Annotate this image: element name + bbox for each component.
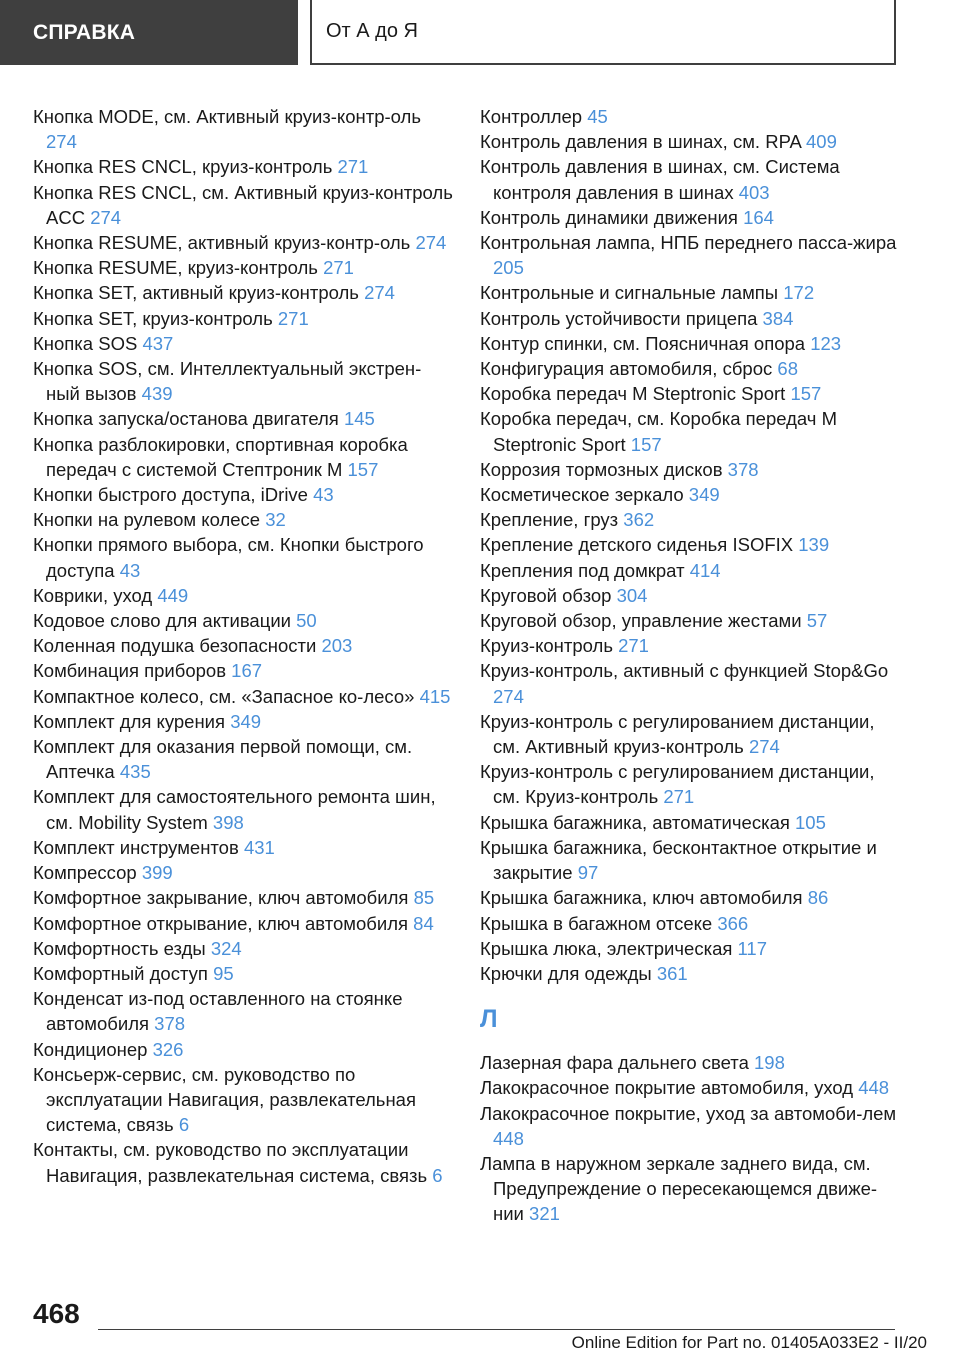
index-entry-text: Коробка передач, см. Коробка передач M Steptronic Sport — [480, 408, 838, 455]
page-reference-link[interactable]: 398 — [212, 811, 244, 833]
page-reference-link[interactable]: 274 — [493, 685, 524, 707]
index-entry — [480, 911, 900, 936]
page-reference-link[interactable]: 203 — [321, 635, 353, 657]
page-reference-link[interactable]: 68 — [777, 358, 798, 380]
index-entry — [33, 507, 453, 532]
page-header — [0, 0, 896, 65]
page-reference-link[interactable]: 399 — [141, 862, 173, 884]
index-entry — [33, 306, 453, 331]
page-reference-link[interactable]: 448 — [858, 1077, 890, 1099]
index-entry — [33, 911, 453, 936]
index-entry-text: Комфортность езды — [33, 937, 206, 959]
index-entry-text: Крепление, груз — [480, 509, 619, 531]
index-entry-text: Кнопка SET, активный круиз-контроль — [33, 282, 359, 304]
index-entry-text: Кнопка RES CNCL, круиз-контроль — [33, 156, 333, 178]
page-reference-link[interactable]: 378 — [154, 1013, 186, 1035]
index-entry — [480, 406, 900, 456]
index-entry-text: Кодовое слово для активации — [33, 610, 291, 632]
index-entry — [480, 608, 900, 633]
page-reference-link[interactable]: 43 — [119, 559, 141, 581]
index-entry-text: Круиз-контроль с регулированием дистанции, см. Круиз-контроль — [480, 761, 875, 808]
page-reference-link[interactable]: 321 — [529, 1203, 560, 1225]
page-reference-link[interactable]: 437 — [142, 332, 174, 354]
index-entry-text: Кнопка разблокировки, спортивная коробка передач с системой Стептроник M — [33, 433, 408, 480]
index-entry — [480, 129, 900, 154]
index-entry — [33, 608, 453, 633]
index-entry-text: Круговой обзор — [480, 584, 612, 606]
page-reference-link[interactable]: 403 — [738, 181, 770, 203]
index-entry-text: Контрольные и сигнальные лампы — [480, 282, 779, 304]
index-entry-text: Кнопки прямого выбора, см. Кнопки быстрого доступа — [33, 534, 424, 581]
index-entry-text: Комплект для оказания первой помощи, см. Аптечка — [33, 736, 413, 783]
index-entry-text: Комплект инструментов — [33, 836, 239, 858]
index-entry — [480, 709, 900, 759]
index-entry — [480, 1050, 900, 1075]
index-entry-text: Комбинация приборов — [33, 660, 227, 682]
index-entry — [480, 885, 900, 910]
page-reference-link[interactable]: 43 — [313, 484, 334, 506]
index-entry-text: Коррозия тормозных дисков — [480, 458, 723, 480]
index-entry — [33, 482, 453, 507]
index-entry-text: Консьерж-сервис, см. руководство по эксплуатации Навигация, развлекательная система, связь — [33, 1063, 416, 1136]
index-entry-text: Контроль давления в шинах, см. Система контроля давления в шинах — [480, 156, 840, 203]
index-entry-text: Комфортный доступ — [33, 962, 208, 984]
footer-divider — [98, 1329, 895, 1330]
index-entry-text: Лампа в наружном зеркале заднего вида, см. Предупреждение о пересекающемся движе-нии — [480, 1152, 878, 1225]
page-reference-link[interactable]: 362 — [623, 509, 655, 531]
index-entry-text: Контакты, см. руководство по эксплуатации Навигация, развлекательная система, связь — [33, 1139, 428, 1186]
index-entry — [480, 961, 900, 986]
index-entry — [480, 104, 900, 129]
index-entry — [33, 1137, 453, 1187]
index-entry-text: Кнопка RESUME, активный круиз-контр-оль — [33, 232, 411, 254]
page-reference-link[interactable]: 57 — [806, 610, 828, 632]
page-reference-link[interactable]: 157 — [347, 458, 379, 480]
index-entry — [480, 306, 900, 331]
page-reference-link[interactable]: 97 — [577, 862, 599, 884]
index-entry — [480, 230, 900, 280]
index-entry-text: Круиз-контроль — [480, 635, 613, 657]
index-entry-text: Кнопка запуска/останова двигателя — [33, 408, 339, 430]
page-reference-link[interactable]: 157 — [630, 433, 662, 455]
page-reference-link[interactable]: 85 — [413, 887, 435, 909]
page-reference-link[interactable]: 50 — [296, 610, 317, 632]
index-entry — [33, 356, 453, 406]
index-entry — [33, 1037, 453, 1062]
index-entry — [480, 1151, 900, 1227]
index-entry-text: Крепления под домкрат — [480, 559, 685, 581]
section-letter-heading: Л — [480, 1005, 498, 1034]
index-entry-text: Конфигурация автомобиля, сброс — [480, 358, 773, 380]
index-entry-text: Коленная подушка безопасности — [33, 635, 317, 657]
index-entry-text: Косметическое зеркало — [480, 484, 684, 506]
page-reference-link[interactable]: 304 — [616, 584, 648, 606]
index-entry — [33, 230, 453, 255]
index-entry-text: Контур спинки, см. Поясничная опора — [480, 332, 806, 354]
page-reference-link[interactable]: 415 — [419, 685, 451, 707]
page-reference-link[interactable]: 271 — [337, 156, 369, 178]
index-entry — [33, 633, 453, 658]
page-reference-link[interactable]: 409 — [806, 131, 837, 153]
index-entry — [33, 583, 453, 608]
index-entry — [33, 432, 453, 482]
index-entry-text: Кнопки быстрого доступа, iDrive — [33, 484, 308, 506]
index-entry — [480, 936, 900, 961]
index-entry-text: Кнопка RESUME, круиз-контроль — [33, 257, 318, 279]
index-entry-text: Кнопка MODE, см. Активный круиз-контр-оль — [33, 106, 421, 127]
index-entry — [480, 482, 900, 507]
page-reference-link[interactable]: 172 — [783, 282, 815, 304]
page-reference-link[interactable]: 32 — [265, 509, 286, 531]
page-reference-link[interactable]: 274 — [748, 736, 780, 758]
index-entry — [33, 532, 453, 582]
page-reference-link[interactable]: 45 — [587, 106, 608, 127]
page-reference-link[interactable]: 145 — [343, 408, 375, 430]
index-entry-text: Кнопка SOS — [33, 332, 138, 354]
index-entry-text: Кнопка SET, круиз-контроль — [33, 307, 273, 329]
index-entry — [480, 633, 900, 658]
index-entry-text: Контрольная лампа, НПБ переднего пасса-жира — [480, 232, 897, 254]
index-entry — [33, 280, 453, 305]
index-entry — [480, 356, 900, 381]
page-reference-link[interactable]: 205 — [493, 257, 524, 279]
index-entry — [480, 1075, 900, 1100]
index-entry-text: Компрессор — [33, 862, 137, 884]
page-number: 468 — [33, 1298, 80, 1329]
page-reference-link[interactable]: 6 — [178, 1114, 190, 1136]
page-reference-link[interactable]: 378 — [727, 458, 759, 480]
page-reference-link[interactable]: 271 — [618, 635, 649, 657]
index-entry-text: Кнопки на рулевом колесе — [33, 509, 261, 531]
page-reference-link[interactable]: 324 — [210, 937, 242, 959]
index-entry — [33, 709, 453, 734]
index-entry-text: Круиз-контроль, активный с функцией Stop&Go — [480, 660, 889, 682]
page-reference-link[interactable]: 274 — [364, 282, 395, 304]
index-entry — [480, 658, 900, 708]
page-reference-link[interactable]: 435 — [119, 761, 151, 783]
index-entry — [33, 255, 453, 280]
index-entry — [480, 810, 900, 835]
page-reference-link[interactable]: 366 — [717, 912, 749, 934]
index-entry-text: Крышка люка, электрическая — [480, 937, 733, 959]
index-entry — [33, 104, 453, 154]
index-entry — [480, 1101, 900, 1151]
index-entry-text: Комфортное закрывание, ключ автомобиля — [33, 887, 409, 909]
index-entry — [33, 936, 453, 961]
page-reference-link[interactable]: 164 — [743, 206, 774, 228]
index-entry — [33, 835, 453, 860]
page-reference-link[interactable]: 449 — [157, 584, 189, 606]
topic-tab[interactable]: От А до Я — [310, 0, 896, 65]
index-entry-text: Контроль устойчивости прицепа — [480, 307, 758, 329]
index-entry — [480, 759, 900, 809]
page-reference-link[interactable]: 274 — [46, 131, 77, 153]
page-reference-link[interactable]: 431 — [243, 836, 275, 858]
index-entry-text: Контроль динамики движения — [480, 206, 738, 228]
index-entry — [33, 885, 453, 910]
index-entry-text: Крышка багажника, автоматическая — [480, 811, 790, 833]
index-entry-text: Контроллер — [480, 106, 583, 127]
index-entry-text: Круиз-контроль с регулированием дистанции, см. Активный круиз-контроль — [480, 710, 875, 758]
index-entry — [33, 1062, 453, 1138]
page-reference-link[interactable]: 439 — [141, 383, 173, 405]
index-entry — [480, 331, 900, 356]
index-entry-text: Лакокрасочное покрытие автомобиля, уход — [480, 1077, 854, 1099]
page-reference-link[interactable]: 448 — [493, 1127, 524, 1149]
index-entry — [480, 507, 900, 532]
page-reference-link[interactable]: 139 — [798, 534, 830, 556]
index-entry — [480, 280, 900, 305]
page-reference-link[interactable]: 349 — [688, 484, 720, 506]
footer-edition — [572, 1333, 927, 1353]
page-reference-link[interactable]: 274 — [90, 206, 122, 228]
index-entry-text: Крючки для одежды — [480, 962, 652, 984]
index-group-k — [480, 104, 900, 986]
index-entry — [480, 381, 900, 406]
index-entry — [33, 734, 453, 784]
index-entry-text: Лазерная фара дальнего света — [480, 1052, 749, 1074]
index-entry-text: Коробка передач M Steptronic Sport — [480, 383, 786, 405]
index-entry-text: Крышка багажника, бесконтактное открытие и закрытие — [480, 836, 877, 884]
index-entry-text: Кнопка SOS, см. Интеллектуальный экстрен-ный вызов — [33, 358, 422, 405]
index-entry — [33, 154, 453, 179]
index-entry — [480, 835, 900, 885]
page-reference-link[interactable]: 95 — [213, 962, 234, 984]
index-entry-text: Кнопка RES CNCL, см. Активный круиз-контроль ACC — [33, 181, 453, 228]
page-reference-link[interactable]: 198 — [754, 1052, 785, 1074]
index-entry — [33, 331, 453, 356]
index-entry-text: Лакокрасочное покрытие, уход за автомоби-лем — [480, 1102, 897, 1124]
index-entry — [33, 406, 453, 431]
index-entry-text: Комплект для самостоятельного ремонта шин, см. Mobility System — [33, 786, 436, 833]
index-entry — [480, 154, 900, 204]
index-entry-text: Крышка в багажном отсеке — [480, 912, 713, 934]
index-column-right — [480, 104, 900, 1227]
index-entry — [33, 860, 453, 885]
page-reference-link[interactable]: 326 — [152, 1038, 184, 1060]
page-reference-link[interactable]: 271 — [277, 307, 309, 329]
page-reference-link[interactable]: 349 — [230, 710, 262, 732]
index-entry-text: Коврики, уход — [33, 584, 153, 606]
page-reference-link[interactable]: 123 — [810, 332, 842, 354]
section-tab[interactable]: СПРАВКА — [0, 0, 298, 65]
index-entry-text: Крышка багажника, ключ автомобиля — [480, 887, 803, 909]
page-reference-link[interactable]: 117 — [737, 937, 768, 959]
index-entry-text: Контроль давления в шинах, см. RPA — [480, 131, 801, 153]
page-reference-link[interactable]: 6 — [432, 1164, 443, 1186]
page-reference-link[interactable]: 84 — [413, 912, 434, 934]
page-reference-link[interactable]: 167 — [231, 660, 263, 682]
index-entry — [33, 684, 453, 709]
index-entry-text: Круговой обзор, управление жестами — [480, 610, 802, 632]
page-reference-link[interactable]: 414 — [689, 559, 721, 581]
page-reference-link[interactable]: 361 — [656, 962, 688, 984]
index-entry — [480, 558, 900, 583]
index-entry — [33, 986, 453, 1036]
page-reference-link[interactable]: 274 — [415, 232, 447, 254]
page-reference-link[interactable]: 86 — [807, 887, 829, 909]
index-entry — [33, 658, 453, 683]
index-group-l — [480, 1050, 900, 1226]
index-entry-text: Кондиционер — [33, 1038, 148, 1060]
page-reference-link[interactable]: 271 — [323, 257, 354, 279]
index-entry-text: Крепление детского сиденья ISOFIX — [480, 534, 794, 556]
index-entry — [480, 205, 900, 230]
page-reference-link[interactable]: 105 — [795, 811, 826, 833]
index-entry-text: Конденсат из-под оставленного на стоянке автомобиля — [33, 988, 403, 1035]
index-entry-text: Комфортное открывание, ключ автомобиля — [33, 912, 409, 934]
page-reference-link[interactable]: 384 — [762, 307, 794, 329]
index-entry — [480, 532, 900, 557]
index-column-left — [33, 104, 453, 1188]
index-entry — [33, 784, 453, 834]
index-entry — [33, 961, 453, 986]
edition-text: Online Edition for Part no. 01405A033E2 - II/20 — [571, 1333, 927, 1352]
page-reference-link[interactable]: 157 — [790, 383, 822, 405]
index-entry — [33, 180, 453, 230]
index-entry — [480, 583, 900, 608]
page-reference-link[interactable]: 271 — [663, 786, 695, 808]
index-entry-text: Комплект для курения — [33, 710, 226, 732]
index-entry-text: Компактное колесо, см. «Запасное ко-лесо» — [33, 685, 415, 707]
index-entry — [480, 457, 900, 482]
